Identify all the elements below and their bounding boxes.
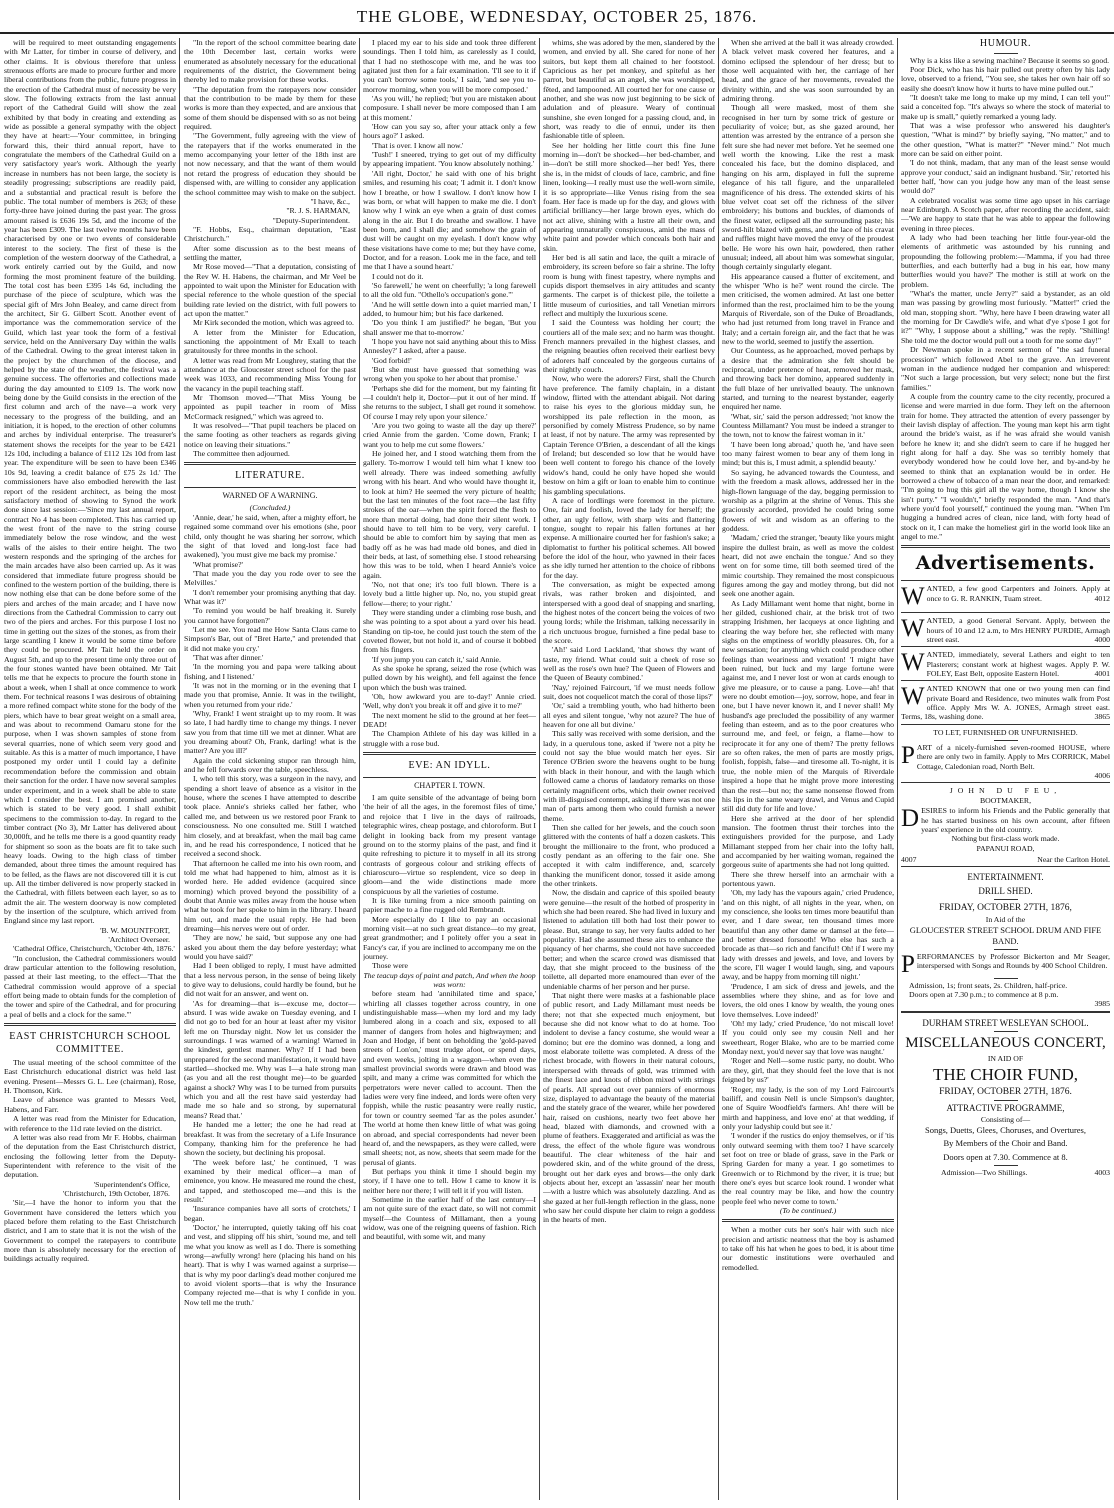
paragraph: Now, who were the adorers? First, shall the Church have preference. The family chaplain, in a distant window, flirted with the attendant abigail. Not daring to raise his eyes to the glorious midday sun, he worshipped its pale reflection in the moon, as personified by comely Mistress Prudence, so by name at least, if not by nature. The army was represented by Captain Terence O'Brien, a descendant of all the kings of Ireland; but descended so low that he would have been well content to forego his chance of the lovely widow's hand, could he only have hoped she would bestow on him a gift or loan to enable him to continue his gambling speculations. [543,374,715,496]
classified-ad [901,680,1110,723]
ad-entertainment [901,866,1110,1011]
entertainment-venue: DRILL SHED. [978,885,1033,896]
paragraph: 'I have been long abroad,' quoth he, 'and have seen too many fairest women to bear any of them long in mind; but this is, I must admit, a splendid beauty.' [722,439,894,468]
paragraph: The Champion Athlete of his day was killed in a struggle with a rose bud. [363,729,536,748]
signature-line: "I have, &c., [310,196,350,206]
paragraph: Again the cold sickening stupor ran through him, and he fell forwards over the table, speechless. [184,755,356,775]
paragraph: 'So farewell,' he went on cheerfully; 'a long farewell to all the old fun. "Othello's occupation's gone."' [363,280,536,300]
paragraph: 'What, sir,' said the person addressed; 'not know the Countess Millamant? You must be indeed a stranger to the town, not to know the fairest woman in it.' [722,411,894,440]
divider [363,777,536,778]
concert-date: FRIDAY, OCTOBER 27TH, 1876. [939,1087,1072,1098]
humour-item: A lady who had been teaching her little four-year-old the elements of arithmetic was astounded by his running and propounding the following problem:—'Mamma, if you had three butterflies, and each butterfly had a bug in his ear, how many butterflies would you have?' The mother is still at work on the problem. [901,233,1110,289]
column-divider [539,38,540,1500]
bootmaker-address: PAPANUI ROAD, [976,844,1035,854]
paragraph: More especially do I like to pay an occasional morning visit—at no such great distance—to my great, great grandmother; and I politely offer you a seat in Fancy's car, if you are inclined to accompany me on the journey. [363,914,536,961]
paragraph: 'Annie, dear,' he said, when, after a mighty effort, he regained some command over his emotions (she, poor child, only thought he was sharing her sorrow, which the sight of that loved and long-lost face had awakened), 'you must give me back my promise.' [184,512,356,560]
concert-consisting: Consisting of— [980,1115,1031,1125]
bootmaker-name: JOHN DU FEU, [949,786,1062,796]
ad-concert [901,1011,1110,1180]
paragraph: He handed me a letter; the one he had read at breakfast. It was from the secretary of a Life Insurance Company, thanking him for the preference he had shown the society, but declining his proposal. [184,1120,356,1158]
paragraph: The conversation, as might be expected among rivals, was rather broken and disjointed, and interspersed with a good deal of snapping and snarling, the highest notes of the concert being the voices of two young lords; while the Irishman, talking necessarily in a rich unctuous brogue, furnished a fine pedal base to the score. [543,579,715,645]
paragraph: 'Ah!' said Lord Lackland, 'that shows thy want of taste, my friend. What could suit a cheek of rose so well as the rose's own hue? The Queen of Flowers and the Queen of Beauty combined.' [543,645,715,683]
entertainment-date: FRIDAY, OCTOBER 27TH, 1876, [939,903,1072,914]
paragraph: "F. Hobbs, Esq., chairman deputation, "East Christchurch." [184,224,356,244]
paragraph: A letter was read from the Minister for Education, with reference to the 11d rate levied on the district. [4,1114,176,1133]
paragraph: 'Oh! my lady,' cried Prudence, 'do not miscall love! If you could only see my cousin Nell and her sweetheart, Roger Blake, who are to be married come Monday next, you'd never say that love was naught.' [722,1019,894,1057]
ad-text: ANTED, a few good Carpenters and Joiners. Apply at once to G. R. RANKIN, Tuam street. [926,584,1110,603]
paragraph: His appearance caused a flutter of excitement, and the whisper 'Who is he?' went round the circle. The men criticised, the women admired. At last one better informed than the rest, proclaimed him to be the young Marquis of Riverdale, son of the Duke of Broadlands, who had just returned from long travel in France and Italy; and a certain foreign air, and the fact that he was new to the world, seemed to justify the assertion. [722,271,894,346]
paragraph: Mr Rose moved—"That a deputation, consisting of the Rev W. H. Habens, the chairman, and Mr Veel be appointed to wait upon the Minister for Education with special reference to the whole question of the special building rate levied on the district, with full powers to act upon the matter." [184,262,356,318]
classified-ad [901,580,1110,612]
column-divider [897,38,898,1500]
paragraph: Then she called for her jewels, and the couch soon glittered with the contents of half a dozen caskets. This brought the millionaire to the front, who produced a costly pendant as an offering to the fair one. She accepted it with calm indifference, and, scarcely thanking the munificent donor, tossed it aside among the other trinkets. [543,822,715,888]
section-heading: EAST CHRISTCHURCH SCHOOL COMMITTEE. [9,1031,171,1055]
paragraph: 'I wonder if the rustics do enjoy themselves, or if 'tis only outward seeming with them too? I have scarcely set foot on tree or blade of grass, save in the Park or Spring Garden for many a year. I go sometimes to Greenwich or to Richmond by the river, it is true; but there one's eyes but scarce look round. I wonder what the real country may be like, and how the country people feel who never come to town.' [722,1131,894,1206]
section-subheading: WARNED OF A WARNING. [222,490,318,500]
paragraph: That night there were masks at a fashionable place of public resort, and Lady Millamant must needs be there; not that she expected much enjoyment, but because she did not know what to do at home. Too indolent to devise a fancy costume, she would wear a domino; but ere the domino was donned, a long and most elaborate toilette was completed. A dress of the richest brocade, with flowers in their natural colours, interspersed with threads of gold, was trimmed with the finest lace and knots of ribbon mixed with strings of pearls. All spread out over panniers of enormous size, displayed to advantage the beauty of the material and the stately grace of the wearer, while her powdered hair, raised on cushions, nearly two feet above her head, blazed with diamonds, and crowned with a plume of feathers. Exaggerated and artificial as was the dress, the effect of the whole figure was wondrous beautiful. The clear whiteness of the hair and powdered skin, and of the white ground of the dress, brought out her dark eyes and brows—the only dark objects about her, except an 'assassin' near her mouth—with a lustre which was absolutely dazzling. And as she gazed at her full-length reflection in the glass, none who saw her could dispute her claim to reign a goddess in the hearts of men. [543,991,715,1225]
paragraph: 'Why, Frank! I went straight up to my room. It was so late, I had hardly time to change my things. I never saw you from that time till we met at dinner. What are you dreaming about? Oh, Frank, darling! what is the matter? Are you ill?' [184,709,356,756]
paragraph: Those were [372,961,408,971]
paragraph: 'Are you two going to waste all the day up there?' cried Annie from the garden. 'Come down, Frank; I want you to help me cut some flowers.' [363,421,536,449]
entertainment-doors: Doors open at 7.30 p.m.; to commence at 8 p.m. [909,990,1059,1000]
paragraph: 'Sir,—I have the honor to inform you that the Government have considered the letters which you placed before them relating to the East Christchurch district, and I am to state that it is not the wish of the Government to compel the ratepayers to contribute more than is absolutely necessary for the erection of buildings actually required. [4,1198,176,1264]
ad-text: ANTED KNOWN that one or two young men can find private Board and Residence, two minutes walk from Post office. Apply Mrs W. A. JONES, Armagh street east. Terms, 18s, washing done. [901,684,1110,722]
paragraph: 'I don't remember your promising anything that day. What was it?' [184,587,356,606]
humour-item: "What's the matter, uncle Jerry?" said a bystander, as an old man was passing by growling most furiously. "Matter!" cried the old man, stopping short. "Why, here have I been drawing water all the morning for Dr Cawdle's wife, and what d'ye s'pose I got for it?" "Why, I suppose about a shilling," was the reply. "Shilling! She told me the doctor would pull out a tooth for me some day!" [901,289,1110,345]
ad-number: 4006 [1094,770,1110,780]
divider [722,1219,894,1222]
paragraph: 'That was after dinner.' [193,652,264,662]
paragraph: 'All right, Doctor,' he said with one of his bright smiles, and resuming his coat; 'I admit it. I don't know how I breathe, or how I swallow. I don't know how I was born, or what will happen to make me die. I don't know why I wink an eye when a grain of dust comes along in the air. But I do breathe and swallow. I have been born, and I shall die; and somehow the grain of dust will be caught on my eyelash. I don't know why these visitations have come to me; but they have come, Doctor, and for a reason. Look me in the face, and tell me that I have a sound heart.' [363,168,536,272]
verse-line: (Concluded.) [249,503,291,513]
entertainment-heading: ENTERTAINMENT. [967,871,1044,882]
ad-text: ANTED, a good General Servant. Apply, between the hours of 10 and 12 a.m, to Mrs HENRY PURDIE, Armagh street east. [926,616,1110,645]
short-rule [994,899,1018,900]
paragraph: 'Let me see. You read me How Santa Claus came to Simpson's Bar, out of "Bret Harte," and pretended that it did not make you cry.' [184,624,356,653]
ad-number: 4000 [1094,635,1110,645]
to-let-heading: TO LET, FURNISHED OR UNFURNISHED. [933,727,1078,737]
section-subheading: CHAPTER I. TOWN. [414,780,485,790]
ad-number: 3865 [1094,712,1110,722]
paragraph: "The deputation from the ratepayers now consider that the contribution to be made by them for these works is more than they expected, and are anxious that some of them should be dispensed with so as not being required. [184,84,356,132]
paragraph: "In the report of the school committee bearing date the 10th December last, certain works were enumerated as absolutely necessary for the educational requirements of the district, the Government being thereby led to make provision for these works. [184,38,356,85]
paragraph: 'If you jump you can catch it,' said Annie. [372,654,501,664]
drop-cap: W [901,649,925,677]
paragraph: "The Government, fully agreeing with the view of the ratepayers that if the works enumerated in the memo accompanying your letter of the 18th inst are not now necessary, and that the want of them would not retard the progress of education they should be dispensed with, are willing to consider any application the school committee may wish to make on the subject. [184,131,356,197]
paragraph: The usual meeting of the school committee of the East Christchurch educational district was held last evening. Present—Messrs G. L. Lee (chairman), Rose, H. Thomson, Kirk. [4,1058,176,1096]
paragraph: 'God forbid!' [372,355,412,365]
bootmaker-line: Nothing but first-class work made. [951,834,1060,844]
bootmaker-text: ESIRES to inform his Friends and the Public generally that he has started business on his own account, after fifteen years' experience in the old country. [921,806,1110,835]
paragraph: 'And he will settle down into a quiet married man,' I added, to humour him; but his face darkened. [363,299,536,318]
signature-line: 'Architect Overseer. [108,935,170,944]
concert-doors: Doors open at 7.30. Commence at 8. [943,1152,1068,1163]
paragraph: "In conclusion, the Cathedral commissioners would draw particular attention to the following resolution, passed at their last meeting, to the effect—'That the Cathedral commission would approve of a special effort being made to obtain funds for the completion of the tower and spire of the Cathedral, and for procuring a peal of bells and a clock for the same.'" [4,953,176,1019]
paragraph: 'Perhaps she did for the moment, but my fainting fit—I couldn't help it, Doctor—put it out of her mind. If she returns to the subject, I shall get round it somehow. Of course I may rely upon your silence.' [363,383,536,421]
bootmaker-trade: BOOTMAKER, [979,796,1032,806]
column-divider [718,38,719,1500]
divider [901,545,1110,548]
paragraph: Sometime in the earlier half of the last century—I am not quite sure of the exact date, so will not commit myself—the Countess of Millamant, then a young widow, was one of the reigning queens of fashion. Rich and beautiful, with some wit, and many [363,1194,536,1242]
paragraph: There she threw herself into an armchair with a portentous yawn. [722,869,894,888]
masthead: THE GLOBE, WEDNESDAY, OCTOBER 25, 1876. [356,7,758,26]
section-heading: LITERATURE. [235,470,305,482]
paragraph: 'Oh, how awkward you are to-day!' Annie cried. 'Well, why don't you break it off and give it to me?' [363,692,536,711]
ad-number: 4012 [1094,593,1110,603]
ad-number: 4001 [1094,669,1110,679]
ad-number: 3985 [1094,999,1110,1009]
concert-aid: IN AID OF [987,1053,1024,1063]
concert-fund: THE CHOIR FUND, [933,1065,1078,1085]
paragraph: 'In the morning you and papa were talking about fishing, and I listened.' [184,662,356,681]
divider [4,1023,176,1026]
drop-cap: D [901,805,920,833]
paragraph: before steam had 'annihilated time and space,' whirling all classes together across country, in one undistinguishable mass—when my lord and my lady lumbered along in a coach and six, exposed to all manner of dangers from holes and highwaymen; and Joan and Hodge, if bent on beholding the 'gold-paved streets of Lon'on,' must trudge afoot, or spend days, and even weeks, jolting in a waggon—when even the smallest provincial swords were drawn and blood was spilt, and many a crime was committed for which the perpetrators were never called to account. Then the ladies were very fine indeed, and lords were often very foppish, while the rustic peasantry were really rustic, for town or country seemed 'far as the poles asunder.' The world at home then knew little of what was going on abroad, and special correspondents had never been heard of, and the newspapers, as they were called, were small sheets; not, as now, sheets that seem made for the perusal of giants. [363,989,536,1167]
paragraph: 'But she must have guessed that something was wrong when you spoke to her about that promise.' [363,365,536,384]
masthead-rule [0,32,1114,34]
concert-heading: DURHAM STREET WESLEYAN SCHOOL. [922,1017,1089,1028]
paragraph: 'Prudence, I am sick of dress and jewels, and the assemblies where they shine, and as for love and lovers, the old ones I know by wealth, the young ones love themselves. Love indeed!' [722,981,894,1019]
to-let-text: ART of a nicely-furnished seven-roomed HOUSE, where there are only two in family. Apply to Mrs CORRICK, Mabel Cottage, Caledonian road, North Belt. [916,742,1110,771]
ad-text: ANTED, immediately, several Lathers and eight to ten Plasterers; constant work at highest wages. Apply P. W. FOLEY, East Belt, opposite Eastern Hotel. [926,650,1110,679]
paragraph: As Lady Millamant went home that night, borne in her gilded, cushioned chair, at the brisk trot of two strapping Irishmen, her lacqueys at once lighting and clearing the way before her, she reflected with many sighs on the emptiness of worldly pleasures. Oh, for a new sensation; for anything which could produce other feelings than weariness and vexation! 'I might have been ruined, but luck and my large fortune were against me, and I never lost or won at cards enough to give me pleasure, or to cause a pang. Love—ah! that were no doubt emotion—joy, sorrow, hope, and fear in one, but I have never known it, and I never shall! My husband's age precluded the possibility of any warmer feeling than esteem, and as to the poor creatures who surround me, and feel, or feign, a flame—how to reciprocate it for any one of them? The pretty fellows are so often rakes, the men of parts are mostly prigs, foolish, foppish, false—and tiresome all. To-night, it is true, the noble mien of the Marquis of Riverdale inspired a hope that he might prove more interesting than the rest—but no; the same nonsense flowed from his lips in the same weary drawl, and Venus and Cupid still did duty for life and love.' [722,598,894,814]
ornament-rule [994,53,1018,54]
column-5 [722,38,894,1500]
column-6 [901,38,1110,1500]
ad-bootmaker [901,782,1110,866]
entertainment-beneficiary: GLOUCESTER STREET SCHOOL DRUM AND FIFE BAND. [909,924,1102,946]
verse-line: The teacup days of paint and patch, And when the hoop was worn: [363,970,536,989]
paragraph: 'Roger and Nell—some rustic party, no doubt. Who are they, girl, that they should feel the love that is not feigned by us?' [722,1056,894,1085]
paragraph: whims, she was adored by the men, slandered by the women, and envied by all. She cared for none of her suitors, but kept them all chained to her footstool. Capricious as her pet monkey, and spiteful as her parrot, but beautiful as an angel, she was worshipped, fêted, and lampooned. All courted her for one cause or another, and she was now just beginning to be sick of adulation and of pleasure. Weary of continual sunshine, she even longed for a passing cloud, and, in short, was ready to die of ennui, under its then fashionable title of spleen. [543,38,715,141]
section-heading: EVE: AN IDYLL. [408,760,491,772]
paragraph: They were standing under a climbing rose bush, and she was pointing to a spot about a yard over his head. Standing on tip-toe, he could just touch the stem of the coveted flower, but not hold it, and of course it bobbed from his fingers. [363,607,536,655]
paragraph: 'Or,' said a trembling youth, who had hitherto been all eyes and silent tongue, 'why not azure? The hue of heaven for one all but divine.' [543,701,715,730]
paragraph: But perhaps you think it time I should begin my story, if I have one to tell. How I came to know it is neither here nor there; I will tell it if you will listen. [363,1166,536,1195]
paragraph: 'Roger, my lady, is the son of my Lord Faircourt's bailiff, and cousin Nell is uncle Simpson's daughter, one of Squire Woodfield's farmers. Ah! there will be mirth and happiness, and love eno' at that wedding, if only your ladyship could but see it.' [722,1084,894,1131]
paragraph: 'Nay,' rejoined Faircourt, 'if we must needs follow suit, does not coquelicot match the coral of those lips?' [543,682,715,702]
drop-cap: P [901,741,915,769]
humour-item: A couple from the country came to the city recently, procured a license and were married in due form. They left on the afternoon train for home. They attracted the attention of every passenger by their lavish display of affection. The young man kept his arm tight around the bride's waist, as if he was afraid she would vanish before he knew it; and she didn't seem to care if he hugged her right along for half a day. She was so terribly homely that everybody wondered how he could love her, and by-and-by he seemed to think that an explanation would be in order. He borrowed a chew of tobacco of a man near the door, and remarked: "I'm going to hug this girl all the way home, though I know she isn't purty." "I wouldn't," briefly responded the man. "And that's where you'd fool yourself," continued the young man. "When I'm hugging a hundred acres of clean, nice land, with forty head of stock on it, I can make the homeliest girl in the world look like an angel to me." [901,391,1110,542]
paragraph: Here she arrived at the door of her splendid mansion. The footmen thrust their torches into the extinguishers provided for the purpose, and Lady Millamant stepped from her chair into the lofty hall, and accompanied by her waiting woman, regained the gorgeous suite of apartments she had not long quitted. [722,813,894,870]
paragraph: After some discussion as to the best means of settling the matter, [184,243,356,262]
paragraph: I placed my ear to his side and took three different soundings. Then I told him, as carelessly as I could, that I had no stethoscope with me, and he was too agitated just then for a fair examination. 'I'll see to it if you can't borrow some tools,' I said, 'and see you to-morrow morning, when you will be more composed.' [363,38,536,94]
humour-item: Poor Dick, who has his hair pulled out pretty often by his lady love, observed to a friend, "You see, she takes her own hair off so easily she doesn't know how it hurts to have mine pulled out." [901,64,1110,93]
short-rule [994,1165,1018,1166]
paragraph: 'Madam,' cried the stranger, 'beauty like yours might inspire the dullest brain, as well as move the coldest heart, did not awe enchain the tongue.' And so they went on for some time, till both seemed tired of the mimic courtship. They remained the most conspicuous figures among the gay and motley throng, but did not seek one another again. [722,533,894,599]
paragraph: A letter was also read from Mr F. Hobbs, chairman of the deputation from the East Christchurch district, enclosing the following letter from the Deputy-Superintendent with reference to the visit of the deputation. [4,1132,176,1180]
humour-item: Dr Newman spoke in a recent sermon of "the sad funeral procession" which followed Abel to the grave. An irreverent woman in the audience nudged her companion and whispered: "Not such a large procession, but very select; none but the first families." [901,345,1110,392]
paragraph: I could not do it. [372,271,424,281]
paragraph: A letter was read from Mr Loughrey, stating that the attendance at the Gloucester street school for the past week was 1033, and recommending Miss Young for the vacancy in the pupil teaching staff. [184,355,356,393]
paragraph: This sally was received with some derision, and the lady, in a querulous tone, asked if 'twere not a pity he could not say the blue would match her eyes. Sir Terence O'Brien swore the heavens ought to be hung with black in their honour, and with the laugh which followed came a chorus of laudatory remarks on those certainly magnificent orbs, which their owner received with ill-disguised contempt, asking if there was not one man of parts among them who could furnish a newer theme. [543,729,715,823]
paragraph: 'Tush!' I sneered, trying to get out of my difficulty by appearing impatient. 'You know absolutely nothing.' [363,150,536,169]
paragraph: 'Insurance companies have all sorts of crotchets,' I began. [184,1204,356,1223]
signature-line: 'Superintendent's Office, [93,1179,170,1189]
entertainment-text: ERFORMANCES by Professor Bickerton and Mr Seager, interspersed with Songs and Rounds by 400 School Children. [916,951,1110,971]
paragraph: 'Oh, my lady has the vapours again,' cried Prudence, 'and on this night, of all nights in the year, when, on my conscience, she looks ten times more beautiful than ever, and I dare swear, ten thousand times more beautiful than any other dame or damsel at the fete—and better dressed forsooth! Who else has such a brocade as that—so rich and fanciful! Oh! if I were my lady with dresses and jewels, and love, and lovers by the score, I'll wager I would laugh, sing, and vapours away, and be happy from morning till night.' [722,888,894,982]
classified-ad [901,646,1110,680]
concert-programme: ATTRACTIVE PROGRAMME, [946,1103,1065,1114]
ad-to-let [901,724,1110,782]
short-rule [994,978,1018,979]
humour-item: 'I do not think, madam, that any man of the least sense would approve your conduct,' said an indignant husband. 'Sir,' retorted his better half, 'how can you judge how any man of the least sense would do?' [901,158,1110,196]
signature-line: 'B. W. MOUNTFORT, [100,925,170,935]
divider [184,487,356,488]
paragraph: 'They are now,' he said, 'but suppose any one had asked you about them the day before yesterday; what would you have said?' [184,933,356,961]
humour-item: A celebrated vocalist was some time ago upset in his carriage near Edinburgh. A Scotch paper, after recording the accident, said:—'We are happy to state that he was able to appear the following evening in three pieces. [901,195,1110,233]
paragraph: 'How can you say so, after your attack only a few hours ago?' I asked. [363,122,536,141]
paragraph: Her bed is all satin and lace, the quilt a miracle of embroidery, its screen before so fair a shrine. The lofty room is hung with finest tapestry, where nymphs and cupids disport themselves in airy attitudes and scanty garments. The carpet is of thickest pile, the toilette a little museum of curiosities, and tall Venetian mirrors reflect and multiply the luxurious scene. [543,252,715,318]
humour-items [901,56,1110,542]
ad-number: 4007 [901,854,917,864]
paragraph: See her holding her little court this fine June morning in—don't be shocked—her bed-chamber, and in—don't be still more shocked—her bed! Yes, there she is, in the midst of clouds of lace, cambric, and fine linen, looking—I really must use the well-worn simile, it is so appropriate—like Venus rising from the sea foam. Her face is made up for the day, and glows with artificial brilliancy—her large brown eyes, which do not act alive, shining with a lustre all their own, and appearing unnaturally conspicuous, amid the mass of white paint and powder which conceals both hair and skin. [543,140,715,253]
humour-item: "It doesn't take me long to make up my mind, I can tell you!" said a conceited fop. "It's always so where the stock of material to make up is small," quietly remarked a young lady. [901,92,1110,121]
signature-line: 'Christchurch, 19th October, 1876. [63,1188,170,1198]
paragraph: He joined her, and I stood watching them from the gallery. To-morrow I would tell him what I knew too well already. There was indeed something awfully wrong with his heart. And who would have thought it, to look at him? He seemed the very picture of health; but the last ten minutes of the foot race—the last fifty strokes of the oar—when the spirit forced the flesh to more than mortal doing, had done their silent work. I should have to tell him to be very, very careful. I should be able to comfort him by saying that men as badly off as he was had made old bones, and died in their beds, at last, of something else. I stood rehearsing how this was to be told, when I heard Annie's voice again. [363,449,536,580]
short-rule [994,949,1018,950]
classified-ad [901,612,1110,646]
paragraph: 'I hope you have not said anything about this to Miss Annesley?' I asked, after a pause. [363,337,536,356]
concert-items: Songs, Duetts, Glees, Choruses, and Overtures, [924,1125,1086,1136]
paragraph: A race of lordlings were foremost in the picture. One, fair and foolish, loved the lady for herself; the other, an ugly fellow, with sharp wits and flattering tongue, sought to repair his fallen fortunes at her expense. A millionaire courted her for fashion's sake; a diplomatist to further his political schemes. All bowed before the idol of the hour, who yawned in their faces as she idly turned her attention to the choice of ribbons for the day. [543,495,715,580]
advertisements-heading: Advertisements. [915,552,1096,575]
paragraph: Mr Thomson moved—"That Miss Young be appointed as pupil teacher in room of Miss McCormack resigned," which was agreed to. [184,393,356,421]
column-divider [359,38,360,1500]
short-rule [994,1100,1018,1101]
paragraph: Had I been obliged to reply, I must have admitted that a less nervous person, in the sense of being likely to give way to delusions, could hardly be found, but he did not wait for an answer, and went on. [184,961,356,999]
paragraph: 'That made you the day you rode over to see the Melvilles.' [184,568,356,588]
paragraph: As she spoke he sprang, seized the rose (which was pulled down by his weight), and fell against the fence upon which the bush was trained. [363,664,536,692]
column-divider [179,38,180,1500]
bootmaker-near: Near the Carlton Hotel. [1037,854,1110,864]
short-rule [994,740,1018,741]
column-3 [363,38,536,1500]
concert-by: By Members of the Choir and Band. [943,1138,1068,1149]
paragraph: Now, the disdain and caprice of this spoiled beauty were genuine—the result of the hotbed of prosperity in which she had been reared. She had lived in luxury and listened to adulation till both had lost their power to please. But, strange to say, her very faults added to her popularity. Had she assumed these airs to enhance the piquancy of her charms, she could not have succeeded better; and when the scarce crowd was dismissed that day, that she might proceed to the business of the toilette, all departed more enamoured than ever of the undeniable charms of her person and her purse. [543,888,715,991]
drop-cap: W [901,583,925,611]
paragraph: I said the Countess was holding her court; the courtiers all of the male sex; and no harm was thought. French manners prevailed in the highest classes, and the reigning beauties often received their earliest bevy of adorers half concealed by the gorgeous curtains of their nightly couch. [543,318,715,375]
paragraph: 'As for dreaming—that is—excuse me, doctor—absurd. I was wide awake on Tuesday evening, and I did not go to bed for an hour at least after my visitor left me on Thursday night. Now let us consider the surroundings. I was warned of a warning! Warned in the kindest, gentlest manner. Why? If I had been unprepared for the second manifestation, it would have startled—shocked me. Why was I—a hale strong man (as you and all the rest thought me)—to be guarded against a shock? Why was I to be turned from pursuits which you and all the rest have said yesterday had made me so hale and so strong, by supernatural means? Read that.' [184,998,356,1120]
concert-title: MISCELLANEOUS CONCERT, [905,1035,1106,1052]
paragraph: I, who tell this story, was a surgeon in the navy, and spending a short leave of absence as a visitor in the house, where the scenes I have attempted to describe took place. Annie's shrieks called her father, who called me, and between us we restored poor Frank to consciousness. No one consulted me. Still I watched him closely, and at breakfast, when the mail bag came in, and he read his correspondence, I noticed that he received a second shock. [184,774,356,859]
short-rule [994,1031,1018,1032]
paragraph: 'As you will,' he replied; 'but you are mistaken about composure. I shall never be more composed than I am at this moment.' [363,94,536,122]
paragraph: Mr Kirk seconded the motion, which was agreed to. [193,318,354,328]
paragraph: 'To remind you would be half breaking it. Surely you cannot have forgotten?' [184,606,356,625]
paragraph: It is like turning from a nice smooth painting on papier mache to a fine rugged old Rembrandt. [363,895,536,915]
verse-line: (To be continued.) [779,1205,837,1215]
paragraph: 'The week before last,' he continued, 'I was examined by their medical officer—a man of eminence, you know. He measured me round the chest, and tapped, and stethoscoped me—and this is the result.' [184,1157,356,1204]
paragraph: Our Countess, as he approached, moved perhaps by a desire that the admiration she felt should be reciprocal, under pretence of heat, removed her mask, and throwing back her domino, appeared suddenly in the full blaze of her unrivalled beauty. The unknown started, and turning to the nearest bystander, eagerly enquired her name. [722,346,894,412]
paragraph: Though all were masked, most of them she recognised in her turn by some trick of gesture or peculiarity of voice; but, as she gazed around, her attention was arrested by the entrance of a person she felt sure she had never met before. Yet he seemed one well worth the knowing. Like the rest a mask concealed his face, but the domino displaced, and hanging on his arm, displayed in full the supreme elegance of his tall figure, and the unparalleled magnificence of his dress. The extended skirts of his blue velvet coat set off the richness of the silver embroidery; his buttons and buckles, of diamonds of the finest water, eclipsed all the surrounding paste; his sword-hilt blazed with gems, and the lace of his cravat and ruffles might have moved the envy of the proudest belle. He wore his own hair, powdered, then rather unusual; indeed, all about him was somewhat singular, though certainly singularly elegant. [722,103,894,272]
paragraph: will be required to meet outstanding engagements with Mr Latter, for timber in course of delivery, and other claims. It is obvious therefore that unless strenuous efforts are made to procure further and more liberal contributions from the public, future progress in the erection of the Cathedral must of necessity be very slow. The following extracts from the last annual report of the Cathedral Guild will show the zeal exhibited by that body in creating and extending as wide as possible a general sympathy with the object they have at heart:—'Your committee, in bringing forward this, their third annual report, have to congratulate the members of the Cathedral Guild on a very satisfactory year's work. Although the yearly increase in numbers has not been large, the society is steadily progressing; subscriptions are readily paid, and a substantial and practical result is before the public. The total number of members is 263; of these forty-three have joined during the past year. The gross amount raised is £636 19s 5d, and the income of the year has been £309. The last twelve months have been characterised by one or two events of considerable interest to the society. The first of these is the completion of the western doorway of the Cathedral, a work entirely carried out by the Guild, and now forming the most prominent feature of the building. The total cost has been £395 14s 6d, including the purchase of the piece of sculpture, which was the special gift of Mrs John Bealey, and came direct from the architect, Sir G. Gilbert Scott. Another event of importance was the commemoration service of the Guild, which last year took the form of a festival service, held on the Anniversary Day within the walls of the Cathedral. Owing to the great interest taken in the project by the churchmen of the diocese, and helped by the state of the weather, the festival was a genuine success. The offertories and collections made during the day amounted to £109 1s. The work now being done by the Guild consists in the erection of the first column and arch of the nave—a work very necessary to the progress of the building, and an initiation, it is hoped, to the erection of other columns and arches by individual enterprise. The treasurer's statement shows the receipts for the year to be £421 12s 10d, including a balance of £112 12s 10d from last year. The expenditure will be seen to have been £346 10s 9d, leaving a credit balance of £75 2s 1d.' The commissioners have also embodied herewith the last report of the resident architect, as being the most satisfactory method of showing to Synod the work done since last session:—'Since my last annual report, contract No 4 has been completed. This has carried up the west front of the nave to the string course immediately below the rose window, and the west walls of the aisles to their entire height. The two western responds and the springing of the arches for the main arcades have also been carried up. As it was considered that immediate future progress should be confined to the western portion of the building, there is now nothing else that can be done before some of the piers and arches of the main arcade; and I have now directions from the Cathedral Commission to carry out two of the piers and arches. For this purpose I lost no time in getting out the sizes of the stones, as from their large scantling I knew it would be some time before they could be procured. Mr Tait held the order on August 5th, and up to the present time only three out of the four stones wanted have been obtained. Mr Tait tells me that he expects to procure the fourth stone in about a week, when I shall at once commence to work them. For technical reasons I was desirous of obtaining a more refined compact white stone for the body of the piers, which have to bear great weight on a small area, and was about to recommend Oamaru stone for the purpose, when I was shown samples of stone from several quarries, none of which seem very good and suitable. As this is a matter of much importance, I have postponed my order until I could lay a definite recommendation before the commission and obtain their sanction for the order. I have now several samples under experiment, and in a week shall be able to state which I consider the best. I am promised another, which is stated to be very good. I shall exhibit specimens to the commission to-day. In regard to the timber contract (No 3), Mr Latter has delivered about 30,000ft, and he tells me there is a good quantity ready for shipment so soon as the boats are fit to take such heavy loads. Owing to the high class of timber demanded, about three times the amount required has to be felled, as the flaws are not discovered till it is cut up. All the timber delivered is now properly stacked in the Cathedral, with fillets between each layer, so as to admit the air. The western doorway is now completed by the insertion of the sculpture, which arrived from England since my last report. [4,38,176,926]
drop-cap: W [901,683,925,711]
concert-admission: Admission—Two Shillings. [941,1168,1028,1178]
paragraph: When a mother cuts her son's hair with such nice precision and artistic neatness that the boy is ashamed to take off his hat when he goes to bed, it is about time our domestic institutions were overhauled and remodelled. [722,1225,894,1272]
drop-cap: P [901,950,915,978]
signature-line: "R. J. S. HARMAN, [286,206,350,216]
paragraph: The next moment he slid to the ground at her feet—DEAD! [363,710,536,730]
column-2 [184,38,356,1500]
paragraph: So saying, he advanced towards the Countess, and with the freedom a mask allows, addressed her in the high-flown language of the day, begging permission to worship as a pilgrim at the shrine of Venus. This she graciously accorded, provided he could bring some flowers of wit and wisdom as an offering to the goddess. [722,467,894,533]
divider [363,752,536,755]
paragraph: 'Doctor,' he interrupted, quietly taking off his coat and vest, and slipping off his shirt, 'sound me, and tell me what you know as well as I do. There is something wrong—awfully wrong! here (placing his hand on his heart). That is why I was warned against a surprise—that is why my poor darling's dead mother conjured me to avoid violent sports—that is why the Insurance Company rejected me—that is why I confide in you. Now tell me the truth.' [184,1222,356,1307]
paragraph: 'What promise?' [193,559,243,569]
paragraph: Leave of absence was granted to Messrs Veel, Habens, and Farr. [4,1095,176,1114]
paragraph: When she arrived at the ball it was already crowded. A black velvet mask covered her features, and a domino eclipsed the splendour of her dress; but to those well acquainted with her, the carriage of her head, and the grace of her movements, revealed the divinity within, and she was soon surrounded by an admiring throng. [722,38,894,104]
paragraph: A letter from the Minister for Education, sanctioning the appointment of Mr Exall to teach gratuitously for three months in the school. [184,327,356,356]
paragraph: 'Do you think I am justified?' he began, 'But you shall answer me that to-morrow.' [363,318,536,337]
humour-heading: HUMOUR. [979,38,1032,49]
entertainment-aid: In Aid of the [985,914,1026,924]
paragraph: I am quite sensible of the advantage of being born 'the heir of all the ages, in the foremost files of time,' and rejoice that I live in the days of railroads, telegraphic wires, cheap postage, and chloroform. But I delight in looking back from my present vantage ground on to the stormy plains of the past, and find it quite refreshing to picture it to myself in all its strong contrasts of gorgeous colour and striking effects of chiaroscuro—virtue so resplendent, vice so deep in gloom—and the wide distinctions made more conspicuous by all the varieties of costume. [363,793,536,896]
paragraph: The committee then adjourned. [193,449,290,459]
divider [184,462,356,465]
drop-cap: W [901,615,925,643]
humour-item: That was a wise professor who answered his daughter's question, "What is mind?" by briefly saying, "No matter," and to the other question, "What is matter?" "Never mind." Not much more can be said on either point. [901,120,1110,158]
paragraph: 'That is over. I know all now.' [372,140,464,150]
humour-item: Why is a kiss like a sewing machine? Because it seems so good. [910,55,1110,65]
ad-number: 4003 [1094,1168,1110,1178]
paragraph: That afternoon he called me into his own room, and told me what had happened to him, almost as it is worded here. He added evidence (acquired since morning) which proved beyond the possibility of a doubt that Annie was miles away from the house when what he took for her spoke to him in the library. I heard him out, and made the usual reply. He had been dreaming—his nerves were out of order. [184,858,356,933]
signature-line: "Deputy-Superintendent. [272,215,350,225]
paragraph: 'No, not that one; it's too full blown. There is a lovely bud a little higher up. No, no, you stupid great fellow—there; to your right.' [363,579,536,608]
classified-ads [901,580,1110,723]
column-4 [543,38,715,1500]
paragraph: 'Cathedral Office, Christchurch, 'October 4th, 1876.' [13,944,175,954]
entertainment-admission: Admission, 1s; front seats, 2s. Children, half-price. [909,980,1068,990]
paragraph: 'It was not in the morning or in the evening that I made you that promise, Annie. It was in the twilight, when you returned from your ride.' [184,681,356,709]
paragraph: It was resolved—"That pupil teachers be placed on the same footing as other teachers as regards giving notice on leaving their situations." [184,421,356,449]
column-1 [4,38,176,1500]
